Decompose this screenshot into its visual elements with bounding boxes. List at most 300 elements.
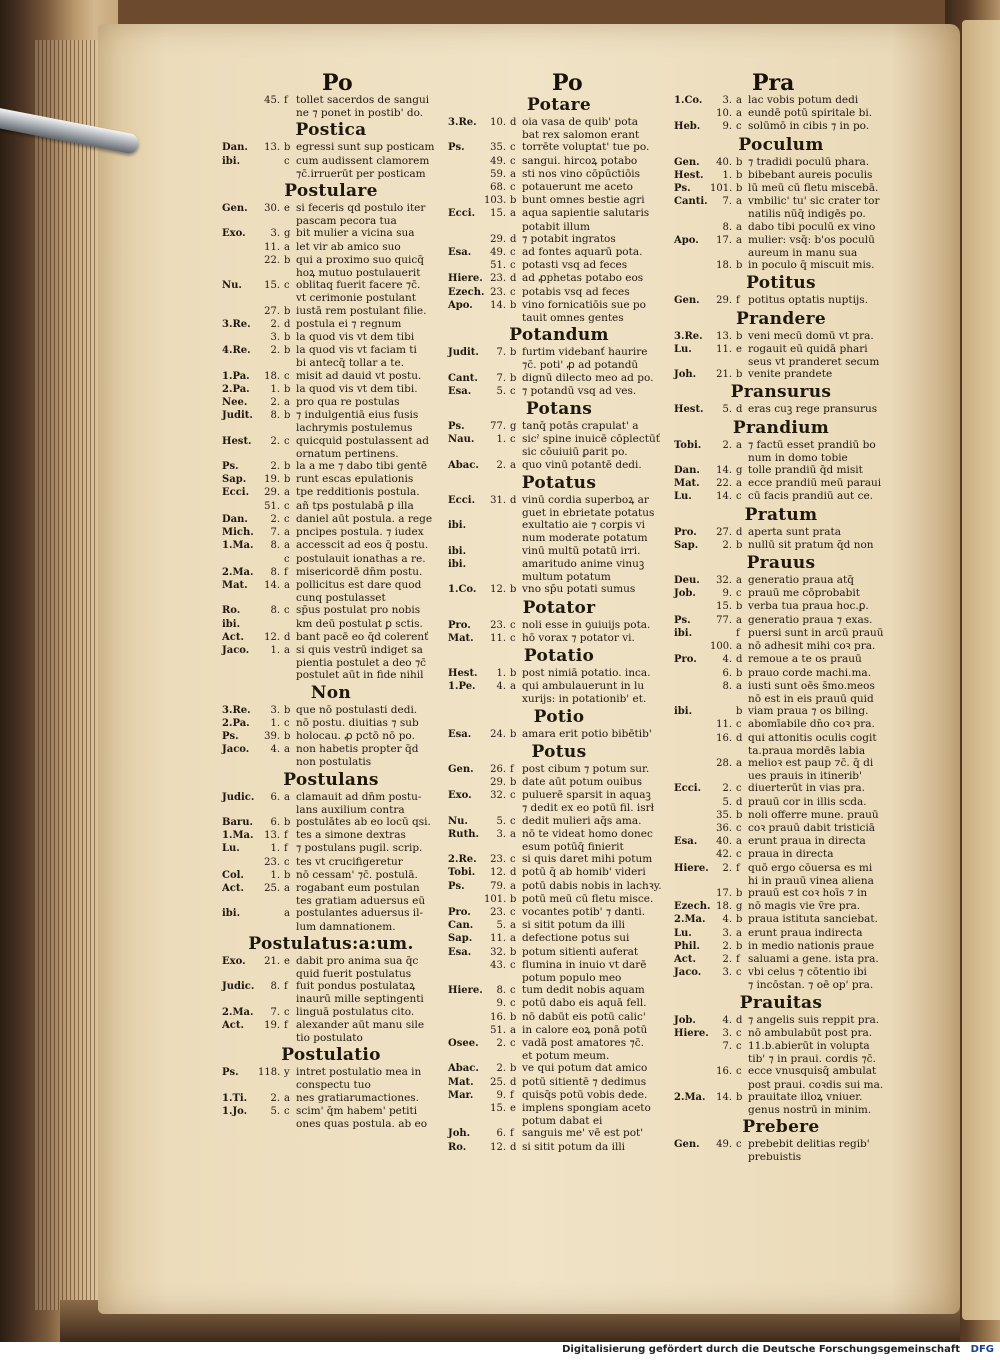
concordance-entry xyxy=(222,292,440,304)
concordance-entry xyxy=(674,330,888,343)
quotation-text: bi antecq̄ tollar a te. xyxy=(296,357,405,370)
book-reference: Esa. xyxy=(448,247,472,259)
book-reference: Gen. xyxy=(222,203,248,215)
quotation-text: verba tua praua hoc.ꝑ. xyxy=(748,600,869,613)
concordance-entry xyxy=(222,409,440,422)
concordance-entry xyxy=(674,862,888,875)
concordance-entry xyxy=(222,829,440,842)
concordance-entry xyxy=(222,730,440,743)
chapter-number: 15. xyxy=(490,1103,506,1114)
chapter-number: 14. xyxy=(264,579,280,591)
book-reference: 2.Ma. xyxy=(222,566,254,578)
concordance-entry xyxy=(448,168,670,181)
quotation-text: xurijs: in potationib' et. xyxy=(522,693,647,706)
quotation-text: abomīabile dn̄o coꝛ pra. xyxy=(748,718,875,731)
chapter-number: 12. xyxy=(490,584,506,596)
quotation-text: fuit pondus postulataꝝ xyxy=(296,980,416,993)
section-letter: a xyxy=(510,208,516,220)
section-letter: c xyxy=(510,1037,516,1049)
chapter-number: 2. xyxy=(270,461,280,473)
quotation-text: viam praua ⁊ os biling. xyxy=(748,705,869,718)
quotation-text: nō te videat homo donec xyxy=(522,827,653,840)
chapter-number: 2. xyxy=(722,539,732,551)
chapter-number: 7. xyxy=(270,1006,280,1018)
quotation-text: genus nostrū in minim. xyxy=(748,1104,872,1116)
chapter-number: 1. xyxy=(270,869,280,881)
chapter-number: 11. xyxy=(264,241,280,253)
chapter-number: 12. xyxy=(490,1141,506,1153)
chapter-number: 100. xyxy=(710,641,733,653)
section-letter: c xyxy=(736,1066,742,1078)
quotation-text: tanq̄ potās crapulat' a xyxy=(522,420,639,433)
concordance-entry xyxy=(222,1006,440,1019)
book-reference: 3.Re. xyxy=(222,318,251,330)
book-reference: Hest. xyxy=(448,667,478,679)
book-reference: Job. xyxy=(674,1014,696,1026)
quotation-text: ve qui potum dat amico xyxy=(522,1062,648,1075)
chapter-number: 11. xyxy=(490,632,506,644)
concordance-entry xyxy=(448,420,670,433)
quotation-text: furtim videbanť haurire xyxy=(522,346,648,359)
section-letter: g xyxy=(736,465,743,477)
quotation-text: tes vt crucifigeretur xyxy=(296,855,403,868)
concordance-entry xyxy=(222,631,440,644)
concordance-entry xyxy=(222,396,440,409)
concordance-entry xyxy=(674,614,888,627)
section-letter: c xyxy=(284,500,290,512)
book-reference: Ecci. xyxy=(222,487,250,499)
chapter-number: 15. xyxy=(264,280,280,292)
section-letter: c xyxy=(510,632,516,644)
chapter-number: 13. xyxy=(264,830,280,842)
section-letter: a xyxy=(510,1024,516,1036)
chapter-number: 21. xyxy=(264,955,280,967)
section-letter: b xyxy=(510,1063,517,1075)
concordance-entry xyxy=(222,241,440,254)
section-letter: f xyxy=(284,981,288,993)
concordance-entry xyxy=(222,816,440,829)
chapter-number: 7. xyxy=(496,372,506,384)
book-reference: Gen. xyxy=(448,763,474,775)
quotation-text: tpe redditionis postula. xyxy=(296,486,420,499)
section-letter: a xyxy=(284,1092,290,1104)
quotation-text: in medio nationis praue xyxy=(748,939,875,952)
concordance-entry xyxy=(448,346,670,359)
section-letter: b xyxy=(510,893,517,905)
book-reference: Hest. xyxy=(674,169,704,181)
concordance-entry xyxy=(674,1027,888,1040)
concordance-entry xyxy=(448,129,670,141)
quotation-text: oblitaq fuerit facere ⁊c̄. xyxy=(296,279,421,292)
section-letter: d xyxy=(736,796,743,808)
quotation-text: pollicitus est dare quod xyxy=(296,578,422,591)
quotation-text: egressi sunt sup posticam xyxy=(296,141,435,154)
book-reference: 1.Co. xyxy=(448,584,477,596)
quotation-text: potabis vsq ad feces xyxy=(522,285,630,298)
section-letter: c xyxy=(736,1139,742,1151)
book-reference: Hiere. xyxy=(448,273,483,285)
concordance-entry xyxy=(674,221,888,234)
chapter-number: 2. xyxy=(722,940,732,952)
quotation-text: inaurū mille septingenti xyxy=(296,993,424,1006)
quotation-text: la quod vis vt dem tibi xyxy=(296,331,415,344)
concordance-entry xyxy=(448,619,670,632)
quotation-text: lans auxilium contra xyxy=(296,803,405,816)
chapter-number: 2. xyxy=(722,783,732,795)
text-column-1 xyxy=(222,94,440,1130)
concordance-entry xyxy=(448,385,670,398)
concordance-entry xyxy=(448,932,670,945)
section-letter: c xyxy=(736,967,742,979)
concordance-entry xyxy=(674,1065,888,1078)
chapter-number: 23. xyxy=(490,619,506,631)
lemma-heading: Potitus xyxy=(746,273,816,294)
quotation-text: conspectu tuo xyxy=(296,1079,371,1092)
quotation-text: postulantes aduersus il- xyxy=(296,907,424,920)
chapter-number: 101. xyxy=(710,183,733,195)
book-reference: Ruth. xyxy=(448,828,479,840)
section-letter: b xyxy=(736,260,743,272)
section-letter: c xyxy=(284,605,290,617)
concordance-entry xyxy=(674,1014,888,1027)
book-reference: Ps. xyxy=(222,1067,239,1079)
quotation-text: sicˀ spine inuicē cōplectūť xyxy=(522,433,660,446)
concordance-entry xyxy=(448,433,670,446)
concordance-entry xyxy=(674,680,888,693)
chapter-number: 29. xyxy=(264,487,280,499)
section-letter: b xyxy=(510,347,517,359)
section-letter: d xyxy=(510,867,517,879)
concordance-entry xyxy=(674,1151,888,1163)
concordance-entry xyxy=(674,439,888,452)
quotation-text: eras cuꝫ rege pransurus xyxy=(748,403,878,416)
quotation-text: bunt omnes bestie agri xyxy=(522,194,645,207)
book-reference: Ecci. xyxy=(448,494,476,506)
section-letter: a xyxy=(736,108,742,120)
concordance-entry xyxy=(222,717,440,730)
section-letter: b xyxy=(736,667,743,679)
chapter-number: 40. xyxy=(716,836,732,848)
quotation-text: si sitit potum da illi xyxy=(522,1140,626,1153)
chapter-number: 7. xyxy=(722,1040,732,1052)
section-letter: a xyxy=(736,680,742,692)
chapter-number: 2. xyxy=(496,459,506,471)
book-reference: Joh. xyxy=(674,369,697,381)
chapter-number: 13. xyxy=(716,330,732,342)
chapter-number: 1. xyxy=(270,717,280,729)
quotation-text: pascam pecora tua xyxy=(296,215,397,228)
quotation-text: vino fornicatiōis sue po xyxy=(522,298,646,311)
book-reference: Hest. xyxy=(222,435,252,447)
section-letter: f xyxy=(284,843,288,855)
quotation-text: sangui. hircoꝝ potabo xyxy=(522,154,638,167)
concordance-entry xyxy=(674,770,888,782)
section-letter: g xyxy=(510,421,517,433)
concordance-entry xyxy=(222,869,440,882)
concordance-entry xyxy=(674,1040,888,1053)
chapter-number: 23. xyxy=(490,273,506,285)
concordance-entry xyxy=(674,913,888,926)
chapter-number: 32. xyxy=(490,946,506,958)
quotation-text: bit mulier a vicina sua xyxy=(296,227,415,240)
section-letter: a xyxy=(736,836,742,848)
concordance-entry xyxy=(222,422,440,434)
quotation-text: prauū cor in illis scd̄a. xyxy=(748,795,867,808)
chapter-number: 24. xyxy=(490,728,506,740)
quotation-text: ⁊c̄.irruerūt per posticam xyxy=(296,167,426,180)
concordance-entry xyxy=(222,604,440,617)
book-reference: Ro. xyxy=(448,1141,467,1153)
quotation-text: oia vasa de quib' pota xyxy=(522,116,639,128)
section-letter: b xyxy=(736,914,743,926)
quotation-text: generatio praua ⁊ exas. xyxy=(748,613,873,626)
book-reference: Ezech. xyxy=(448,286,485,298)
quotation-text: num moderate potatum xyxy=(522,532,648,545)
chapter-number: 5. xyxy=(270,1105,280,1117)
concordance-entry xyxy=(674,940,888,953)
chapter-number: 1. xyxy=(270,644,280,656)
quotation-text: hi in prauū vinea aliena xyxy=(748,874,874,887)
concordance-entry xyxy=(448,763,670,776)
quotation-text: rogabant eum postulan xyxy=(296,881,420,894)
book-reference: Judit. xyxy=(222,410,253,422)
concordance-entry xyxy=(448,866,670,879)
quotation-text: nō postu. diuitias ⁊ sub xyxy=(296,716,419,729)
book-reference: Esa. xyxy=(448,946,472,958)
book-reference: Lu. xyxy=(674,927,692,939)
chapter-number: 14. xyxy=(716,465,732,477)
section-letter: b xyxy=(736,169,743,181)
concordance-entry xyxy=(222,331,440,344)
quotation-text: vmbilic' tu' sic crater tor xyxy=(748,195,880,208)
quotation-text: melioꝛ est paup ⁊c̄. q̄ di xyxy=(748,756,874,769)
concordance-entry xyxy=(674,195,888,208)
section-letter: b xyxy=(736,940,743,952)
quotation-text: prauū est coꝛ hoīs ⁊ in xyxy=(748,886,868,899)
concordance-entry xyxy=(674,526,888,539)
concordance-entry xyxy=(222,141,440,154)
book-reference: 1.Ma. xyxy=(222,830,254,842)
concordance-entry xyxy=(448,1062,670,1075)
quotation-text: dabit pro anima sua q̄c xyxy=(296,954,419,967)
book-reference: Ezech. xyxy=(674,901,711,913)
quotation-text: potū sitientē ⁊ dedimus xyxy=(522,1075,647,1088)
quotation-text: alexander aūt manu sile xyxy=(296,1018,425,1031)
section-letter: g xyxy=(736,901,743,913)
chapter-number: 43. xyxy=(490,959,506,971)
concordance-entry xyxy=(448,155,670,168)
quotation-text: amaritudo anime vinuꝫ xyxy=(522,557,645,570)
section-letter: a xyxy=(510,459,516,471)
quotation-text: potum sitienti auferat xyxy=(522,945,639,958)
quotation-text: bat rex salomon erant xyxy=(522,129,640,142)
section-letter: d xyxy=(510,1076,517,1088)
quotation-text: hoꝝ mutuo postulauerit xyxy=(296,267,421,280)
quotation-text: nō ambulabūt post pra. xyxy=(748,1026,873,1039)
section-letter: c xyxy=(736,1027,742,1039)
quotation-text: solūmō in cibis ⁊ in po. xyxy=(748,120,870,133)
chapter-number: 9. xyxy=(496,1089,506,1101)
section-letter: f xyxy=(284,1019,288,1031)
quotation-text: 11.b.abierūt in volupta xyxy=(748,1039,870,1052)
chapter-number: 22. xyxy=(264,254,280,266)
quotation-text: erunt praua in directa xyxy=(748,835,866,848)
book-reference: Ps. xyxy=(448,142,465,154)
quotation-text: aqua sapientie salutaris xyxy=(522,207,650,220)
lemma-heading: Prebere xyxy=(742,1117,820,1138)
concordance-entry xyxy=(448,459,670,472)
quotation-text: scim' q̄m habem' petiti xyxy=(296,1104,418,1117)
lemma-heading: Potatio xyxy=(523,645,595,666)
quotation-text: lum damnationem. xyxy=(296,920,396,933)
concordance-entry xyxy=(674,464,888,477)
chapter-number: 49. xyxy=(490,247,506,259)
quotation-text: ⁊ postulans pugil. scrip. xyxy=(296,842,423,855)
book-reference: Col. xyxy=(222,869,244,881)
book-reference: ibi. xyxy=(674,627,693,639)
section-letter: d xyxy=(510,273,517,285)
concordance-entry xyxy=(448,667,670,680)
concordance-entry xyxy=(674,875,888,887)
section-letter: a xyxy=(284,527,290,539)
chapter-number: 4. xyxy=(722,654,732,666)
book-reference: Nu. xyxy=(448,815,468,827)
quotation-text: seus vt pranderet secum xyxy=(748,356,880,369)
concordance-entry xyxy=(448,446,670,458)
concordance-entry xyxy=(448,959,670,972)
chapter-number: 4. xyxy=(270,744,280,756)
concordance-entry xyxy=(448,194,670,207)
section-letter: b xyxy=(284,345,291,357)
book-reference: Act. xyxy=(222,882,244,894)
section-letter: b xyxy=(736,156,743,168)
concordance-entry xyxy=(674,953,888,966)
lemma-heading: Postulatus:a:um. xyxy=(248,933,414,954)
chapter-number: 4. xyxy=(722,1014,732,1026)
chapter-number: 28. xyxy=(716,757,732,769)
chapter-number: 42. xyxy=(716,849,732,861)
quotation-text: ⁊ factū esset prandiū bo xyxy=(748,438,876,451)
quotation-text: potabit illum xyxy=(522,220,590,233)
concordance-entry xyxy=(674,574,888,587)
section-letter: b xyxy=(510,946,517,958)
section-letter: c xyxy=(736,822,742,834)
book-reference: Act. xyxy=(674,953,696,965)
chapter-number: 2. xyxy=(496,1037,506,1049)
chapter-number: 118. xyxy=(258,1067,281,1079)
concordance-entry xyxy=(448,571,670,583)
chapter-number: 9. xyxy=(722,588,732,600)
quotation-text: prauitate illoꝝ vniuer. xyxy=(748,1090,863,1103)
section-letter: d xyxy=(510,233,517,245)
book-reference: Joh. xyxy=(448,1128,471,1140)
quotation-text: aperta sunt prata xyxy=(748,525,841,538)
quotation-text: quo vinū potantē dedi. xyxy=(522,458,642,471)
book-reference: 2.Pa. xyxy=(222,717,250,729)
chapter-number: 32. xyxy=(716,575,732,587)
concordance-entry xyxy=(222,895,440,907)
quotation-text: diuerterūt in vias pra. xyxy=(748,782,865,795)
book-reference: ibi. xyxy=(448,520,467,532)
book-reference: Ps. xyxy=(222,461,239,473)
concordance-entry xyxy=(448,494,670,507)
text-column-2 xyxy=(448,94,670,1154)
concordance-entry xyxy=(674,490,888,503)
concordance-entry xyxy=(674,848,888,861)
section-letter: c xyxy=(736,491,742,503)
section-letter: a xyxy=(736,575,742,587)
section-letter: a xyxy=(510,681,516,693)
quotation-text: pncipes postula. ⁊ iudex xyxy=(296,526,424,539)
quotation-text: generatio praua atq̄ xyxy=(748,574,854,587)
quotation-text: ad fontes aquarū pota. xyxy=(522,246,643,259)
section-letter: b xyxy=(284,410,291,422)
section-letter: y xyxy=(284,1067,290,1079)
book-reference: Act. xyxy=(222,631,244,643)
concordance-entry xyxy=(448,312,670,324)
chapter-number: 3. xyxy=(496,828,506,840)
quotation-text: dedit mulieri aq̄s ama. xyxy=(522,814,642,827)
quotation-text: holocau. ꝓ pctō nō po. xyxy=(296,729,415,742)
section-letter: c xyxy=(510,906,516,918)
quotation-text: que nō postulasti dedi. xyxy=(296,703,418,716)
section-letter: a xyxy=(284,744,290,756)
section-letter: a xyxy=(284,487,290,499)
concordance-entry xyxy=(448,286,670,299)
quotation-text: potauerunt me aceto xyxy=(522,181,634,194)
concordance-entry xyxy=(222,107,440,119)
quotation-text: saluami a gene. ista pra. xyxy=(748,952,879,965)
book-reference: 2.Ma. xyxy=(674,914,706,926)
quotation-text: prebebit delitias regib' xyxy=(748,1138,870,1151)
concordance-entry xyxy=(448,893,670,906)
concordance-entry xyxy=(222,460,440,473)
chapter-number: 15. xyxy=(716,601,732,613)
chapter-number: 1. xyxy=(722,169,732,181)
book-reference: Heb. xyxy=(674,121,701,133)
section-letter: b xyxy=(736,601,743,613)
quotation-text: coꝛ prauū dabit tristiciā xyxy=(748,821,876,834)
concordance-entry xyxy=(674,718,888,731)
section-letter: d xyxy=(510,117,517,128)
book-reference: Pro. xyxy=(448,619,471,631)
lemma-heading: Pratum xyxy=(744,504,818,525)
section-letter: d xyxy=(736,526,743,538)
book-reference: Ps. xyxy=(448,421,465,433)
quotation-text: puersi sunt in arcū prauū xyxy=(748,626,884,639)
quotation-text: ornatum pertinens. xyxy=(296,447,399,460)
concordance-entry xyxy=(448,997,670,1010)
concordance-entry xyxy=(448,507,670,519)
lemma-heading: Postulatio xyxy=(281,1045,381,1066)
concordance-entry xyxy=(222,553,440,566)
lemma-heading: Postulans xyxy=(283,769,379,790)
concordance-entry xyxy=(674,887,888,900)
section-letter: c xyxy=(284,553,290,565)
section-letter: a xyxy=(736,439,742,451)
section-letter: e xyxy=(284,955,290,967)
quotation-text: potum populo meo xyxy=(522,971,622,984)
book-reference: Gen. xyxy=(674,156,700,168)
concordance-entry xyxy=(222,921,440,933)
concordance-entry xyxy=(448,693,670,705)
chapter-number: 14. xyxy=(490,299,506,311)
concordance-entry xyxy=(222,907,440,920)
book-reference: Cant. xyxy=(448,372,478,384)
quotation-text: linguā postulatus cito. xyxy=(296,1005,415,1018)
section-letter: a xyxy=(284,397,290,409)
book-reference: Esa. xyxy=(448,728,472,740)
